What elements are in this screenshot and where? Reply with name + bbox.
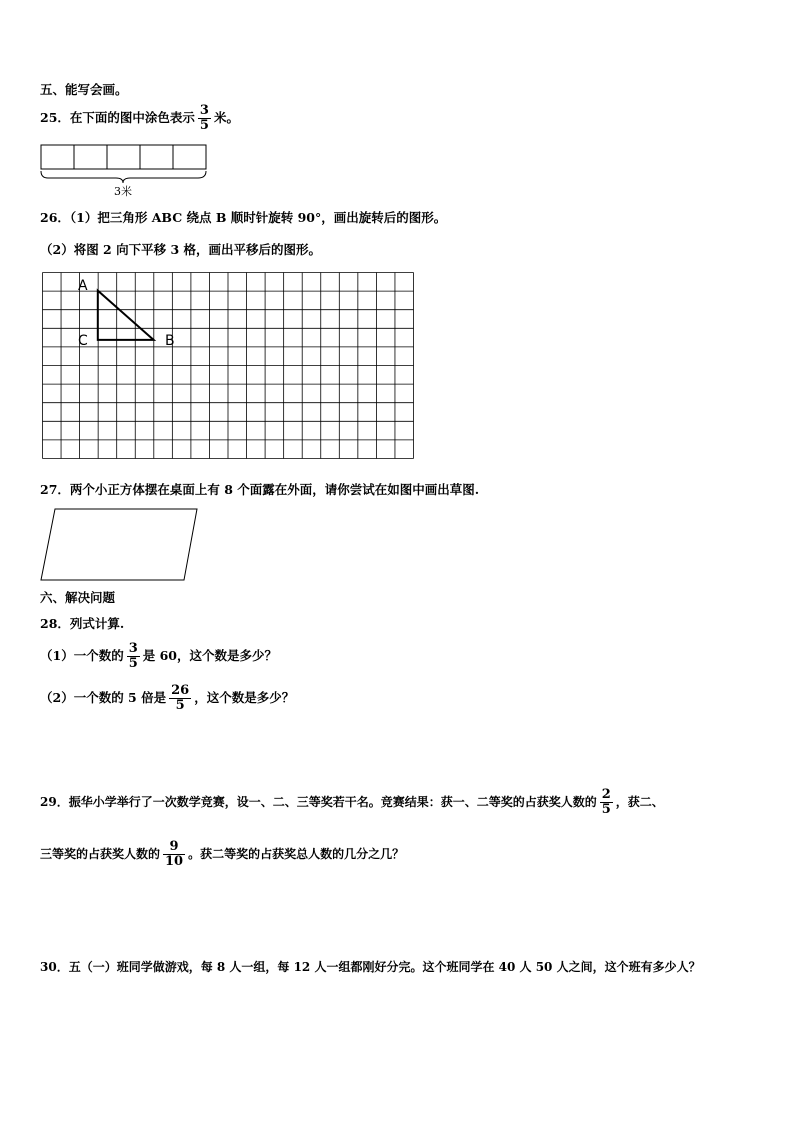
q28-p1-frac-num: 3 xyxy=(128,641,138,656)
label-a: A xyxy=(78,278,88,294)
length-label: 3米 xyxy=(114,185,132,198)
q29-frac1-num: 2 xyxy=(601,787,611,802)
question-29-line1 xyxy=(40,788,664,817)
question-28-part2 xyxy=(40,684,294,713)
q25-frac-num: 3 xyxy=(199,103,209,118)
segment-bar xyxy=(41,145,206,169)
q29-line1-prefix: 29．振华小学举行了一次数学竞赛，设一、二、三等奖若干名。竞赛结果：获一、二等奖的占获奖人数的 xyxy=(40,795,597,809)
parallelogram-figure xyxy=(40,508,200,582)
q28-p2-fraction xyxy=(169,684,191,713)
q28-p2-suffix: ，这个数是多少？ xyxy=(194,690,295,705)
q29-line1-suffix: ，获二、 xyxy=(615,795,664,809)
q28-p1-fraction xyxy=(127,642,140,671)
q29-frac2-den: 10 xyxy=(165,854,184,869)
section-five-heading: 五、能写会画。 xyxy=(40,82,128,97)
q26-part2: （2）将图 2 向下平移 3 格，画出平移后的图形。 xyxy=(40,242,322,257)
question-28-part1 xyxy=(40,642,277,671)
q25-fraction xyxy=(198,104,211,133)
q28-p2-frac-num: 26 xyxy=(171,683,190,698)
q29-frac2-num: 9 xyxy=(169,839,179,854)
length-brace xyxy=(41,171,206,183)
question-27: 27．两个小正方体摆在桌面上有 8 个面露在外面，请你尝试在如图中画出草图. xyxy=(40,482,480,497)
triangle-abc xyxy=(42,272,414,459)
q29-line2-prefix: 三等奖的占获奖人数的 xyxy=(40,847,161,861)
label-b: B xyxy=(165,333,175,349)
q28-p2-prefix: （2）一个数的 5 倍是 xyxy=(40,690,167,705)
q29-frac1-den: 5 xyxy=(601,802,611,817)
question-28-title: 28．列式计算. xyxy=(40,616,125,631)
question-25 xyxy=(40,104,239,133)
section-six-heading: 六、解决问题 xyxy=(40,590,116,605)
q28-p1-frac-den: 5 xyxy=(128,656,138,671)
q26-part1: 26．（1）把三角形 ABC 绕点 B 顺时针旋转 90°，画出旋转后的图形。 xyxy=(40,210,447,225)
question-30: 30．五（一）班同学做游戏，每 8 人一组，每 12 人一组都刚好分完。这个班同学在 40 人 50 人之间，这个班有多少人？ xyxy=(40,960,701,974)
parallelogram xyxy=(41,509,197,580)
q29-line2-suffix: 。获二等奖的占获奖总人数的几分之几？ xyxy=(188,847,405,861)
label-c: C xyxy=(78,333,88,349)
q25-frac-den: 5 xyxy=(199,118,209,133)
q28-p1-suffix: 是 60，这个数是多少？ xyxy=(142,648,277,663)
q29-fraction-1 xyxy=(600,788,613,817)
question-29-line2 xyxy=(40,840,404,869)
triangle-outline xyxy=(98,291,154,340)
q28-p1-prefix: （1）一个数的 xyxy=(40,648,124,663)
q28-p2-frac-den: 5 xyxy=(175,698,185,713)
q25-suffix: 米。 xyxy=(213,110,239,125)
q29-fraction-2 xyxy=(163,840,185,869)
q25-prefix: 25．在下面的图中涂色表示 xyxy=(40,110,195,125)
